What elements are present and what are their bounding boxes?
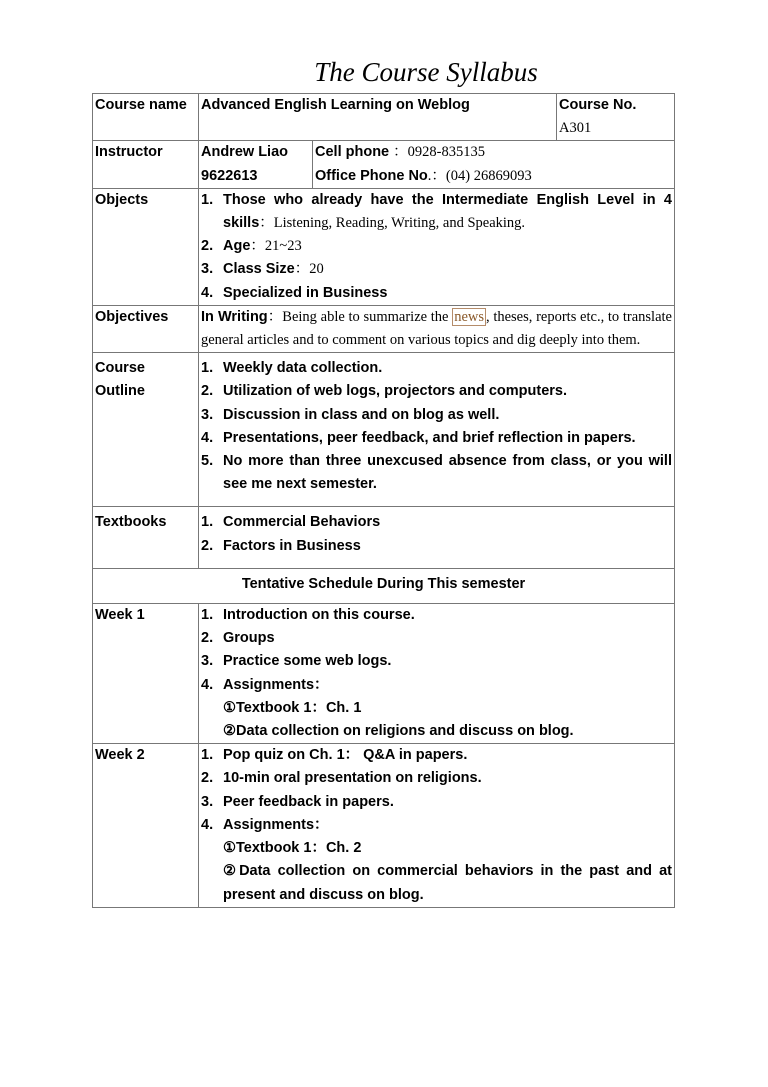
week1-sub2: ②Data collection on religions and discuss on blog. [223, 723, 574, 740]
objects-content [199, 188, 675, 305]
textbooks-label: Textbooks [93, 507, 199, 568]
list-item: 2. Groups [201, 630, 275, 647]
list-item: 1. Those who already have the Intermediate English Level in 4 skills：Listening, Reading, Writing, and Speaking. [201, 191, 672, 232]
objectives-label: Objectives [93, 305, 199, 352]
instructor-name-cell [199, 141, 313, 188]
course-no-cell [557, 94, 675, 141]
objects-label: Objects [93, 188, 199, 305]
syllabus-table [92, 93, 675, 908]
instructor-id: 9622613 [201, 167, 258, 184]
list-item: 2. 10-min oral presentation on religions. [201, 770, 482, 787]
list-item: 2. Age：21~23 [201, 238, 302, 255]
list-item: 3. Class Size：20 [201, 261, 324, 278]
list-item: 4. Presentations, peer feedback, and brief reflection in papers. [201, 429, 636, 446]
news-link[interactable]: news [454, 308, 484, 325]
week2-sub1: ①Textbook 1：Ch. 2 [223, 840, 362, 857]
list-item: 4. Assignments： ①Textbook 1：Ch. 2 ②Data collection on commercial behaviors in the past and at present and discuss on blog. [201, 814, 672, 907]
schedule-heading: Tentative Schedule During This semester [93, 568, 675, 603]
office-phone-value: .：(04) 26869093 [427, 167, 532, 184]
course-name-value: Advanced English Learning on Weblog [199, 94, 557, 141]
textbooks-content [199, 507, 675, 568]
outline-label: Course Outline [93, 353, 199, 507]
list-item: 1. Pop quiz on Ch. 1： Q&A in papers. [201, 747, 468, 764]
objectives-row [93, 305, 675, 352]
list-item: 3. Peer feedback in papers. [201, 793, 394, 810]
instructor-name: Andrew Liao [201, 144, 289, 161]
list-item: 4. Assignments： ①Textbook 1：Ch. 1 ②Data collection on religions and discuss on blog. [201, 674, 672, 744]
outline-row [93, 353, 675, 507]
list-item: 2. Utilization of web logs, projectors and computers. [201, 383, 568, 400]
course-no-value: A301 [559, 120, 592, 137]
cell-phone-value: ：0928-835135 [393, 144, 485, 161]
week2-row [93, 744, 675, 907]
instructor-label: Instructor [93, 141, 199, 188]
list-item: 1. Weekly data collection. [201, 360, 383, 377]
course-row [93, 94, 675, 141]
week2-sub2: ②Data collection on commercial behaviors in the past and at present and discuss on blog. [223, 863, 672, 903]
week1-sub1: ①Textbook 1：Ch. 1 [223, 699, 362, 716]
list-item: 1. Introduction on this course. [201, 607, 415, 624]
schedule-heading-row [93, 568, 675, 603]
week1-content [199, 604, 675, 744]
instructor-row [93, 141, 675, 188]
outline-content [199, 353, 675, 507]
list-item: 5. No more than three unexcused absence from class, or you will see me next semester. [201, 453, 672, 493]
week1-label: Week 1 [93, 604, 199, 744]
list-item: 2. Factors in Business [201, 537, 361, 554]
office-phone-label: Office Phone No [315, 167, 428, 184]
list-item: 3. Discussion in class and on blog as well. [201, 406, 500, 423]
document-title: The Course Syllabus [314, 57, 538, 87]
textbooks-row [93, 507, 675, 568]
course-name-label: Course name [93, 94, 199, 141]
week2-label: Week 2 [93, 744, 199, 907]
cell-phone-label: Cell phone [315, 144, 390, 161]
list-item: 1. Commercial Behaviors [201, 514, 381, 531]
objectives-content: In Writing：Being able to summarize the news , theses, reports etc., to translate general articles and to comment on various topics and dig deeply into them. [199, 305, 675, 352]
objects-row [93, 188, 675, 305]
course-no-label: Course No. [559, 97, 637, 113]
list-item: 3. Practice some web logs. [201, 653, 392, 670]
list-item: 4. Specialized in Business [201, 284, 388, 301]
week2-content [199, 744, 675, 907]
instructor-phone-cell [313, 141, 675, 188]
week1-row [93, 604, 675, 744]
